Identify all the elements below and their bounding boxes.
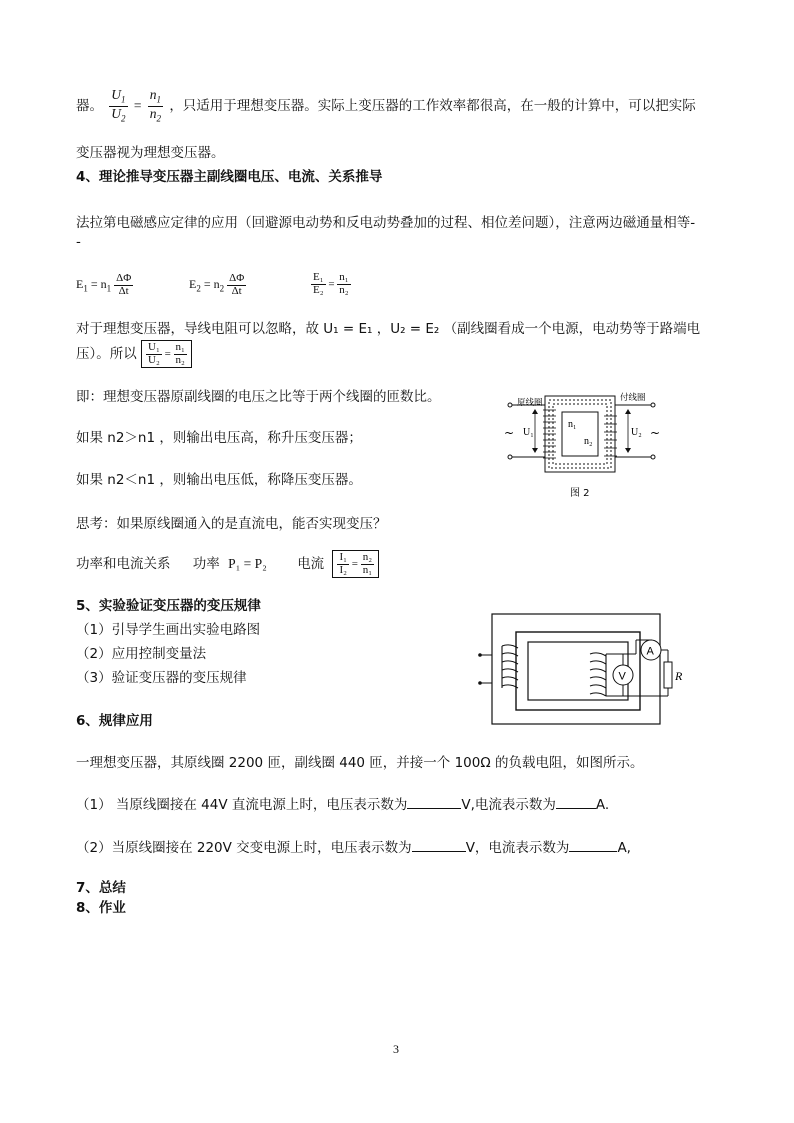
- secondary-coil-label: 付线圈: [620, 393, 646, 403]
- secondary-ac-symbol: ~: [650, 426, 661, 440]
- ratio-statement: 即：理想变压器原副线圈的电压之比等于两个线圈的匝数比。: [76, 389, 441, 405]
- ideal-paragraph-1: 对于理想变压器，导线电阻可以忽略，故 U₁ = E₁ ，U₂ = E₂ （副线圈看成一个电源，电动势等于路端电: [76, 321, 701, 337]
- voltmeter-label: V: [618, 670, 626, 683]
- faraday-dash: -: [76, 234, 81, 250]
- think-question: 思考：如果原线圈通入的是直流电，能否实现变压？: [76, 516, 387, 532]
- emf-equation-1: $E_1 = n_1$ $\frac{\Delta\Phi}{\Delta t}$: [76, 272, 132, 297]
- resistor-label: R: [675, 669, 683, 683]
- voltage-ratio-box: $\frac{\text{U₁}}{\text{U₂}}$ = $\frac{\text{n₁}}{\text{n₂}}$: [141, 340, 192, 368]
- list5-item-1: （1）引导学生画出实验电路图: [76, 622, 261, 638]
- intro-line-1: 器。 $\frac{U_1}{U_2}$ = $\frac{n_1}{n_2}$ ，只适用于理想变压器。实际上变压器的工作效率都很高，在一般的计算中，可以把实际: [76, 87, 696, 124]
- n2-label: n₂: [584, 436, 593, 447]
- question-1: （1） 当原线圈接在 44V 直流电源上时，电压表示数为 V,电流表示数为 A.: [76, 793, 609, 813]
- heading-5: 5、实验验证变压器的变压规律: [76, 598, 261, 614]
- heading-7: 7、总结: [76, 880, 126, 896]
- intro-line-2: 变压器视为理想变压器。: [76, 145, 225, 161]
- q2-voltage-blank[interactable]: [412, 837, 466, 852]
- q2-current-blank[interactable]: [569, 837, 617, 852]
- emf-equation-2: $E_2 = n_2$ $\frac{\Delta\Phi}{\Delta t}$: [189, 272, 245, 297]
- experiment-circuit: [468, 610, 698, 730]
- u2-label: U₂: [631, 427, 642, 438]
- q1-current-blank[interactable]: [556, 794, 596, 809]
- voltage-ratio-formula: $\frac{U_1}{U_2}$: [111, 87, 126, 124]
- power-equation: P₁ = P₂: [228, 556, 267, 571]
- u1-label: U₁: [523, 427, 534, 438]
- intro-prefix: 器。: [76, 98, 103, 114]
- ideal-paragraph-2: 压）。所以 $\frac{\text{U₁}}{\text{U₂}}$ = $\frac{\text{n₁}}{\text{n₂}}$: [76, 336, 192, 372]
- figure-caption: 图 2: [570, 488, 590, 499]
- current-label: 电流: [297, 556, 325, 572]
- step-up-statement: 如果 n2＞n1 ，则输出电压高，称升压变压器；: [76, 430, 362, 446]
- step-down-statement: 如果 n2＜n1 ，则输出电压低，称降压变压器。: [76, 472, 362, 488]
- power-relation-label: 功率和电流关系: [76, 556, 171, 572]
- problem-statement: 一理想变压器，其原线圈 2200 匝，副线圈 440 匝，并接一个 100Ω 的负载电阻，如图所示。: [76, 755, 644, 771]
- heading-6: 6、规律应用: [76, 713, 153, 729]
- question-2: （2）当原线圈接在 220V 交变电源上时，电压表示数为 V，电流表示数为 A,: [76, 836, 631, 856]
- ammeter-label: A: [646, 645, 654, 658]
- heading-4: 4、理论推导变压器主副线圈电压、电流、关系推导: [76, 169, 383, 185]
- heading-8: 8、作业: [76, 900, 126, 916]
- primary-ac-symbol: ~: [504, 426, 515, 440]
- faraday-paragraph: 法拉第电磁感应定律的应用（回避源电动势和反电动势叠加的过程、相位差问题），注意两边磁通量相等-: [76, 215, 696, 231]
- page-number: 3: [393, 1042, 399, 1056]
- list5-item-2: （2）应用控制变量法: [76, 646, 207, 662]
- primary-coil-label: 原线圈: [517, 398, 543, 408]
- n1-label: n₁: [568, 419, 577, 430]
- q1-voltage-blank[interactable]: [407, 794, 461, 809]
- emf-ratio-equation: $\frac{\text{E₁}}{\text{E₂}}$ = $\frac{\text{n₁}}{\text{n₂}}$: [313, 271, 349, 296]
- list5-item-3: （3）验证变压器的变压规律: [76, 670, 247, 686]
- transformer-figure: [498, 386, 673, 504]
- turns-ratio-formula: $\frac{n_1}{n_2}$: [149, 87, 162, 124]
- power-label: 功率: [192, 556, 220, 572]
- intro-suffix: ，只适用于理想变压器。实际上变压器的工作效率都很高，在一般的计算中，可以把实际: [169, 98, 696, 114]
- power-current-row: [76, 544, 379, 584]
- current-ratio-box: $\frac{\text{I₁}}{\text{I₂}}$ = $\frac{\text{n₂}}{\text{n₁}}$: [332, 550, 379, 578]
